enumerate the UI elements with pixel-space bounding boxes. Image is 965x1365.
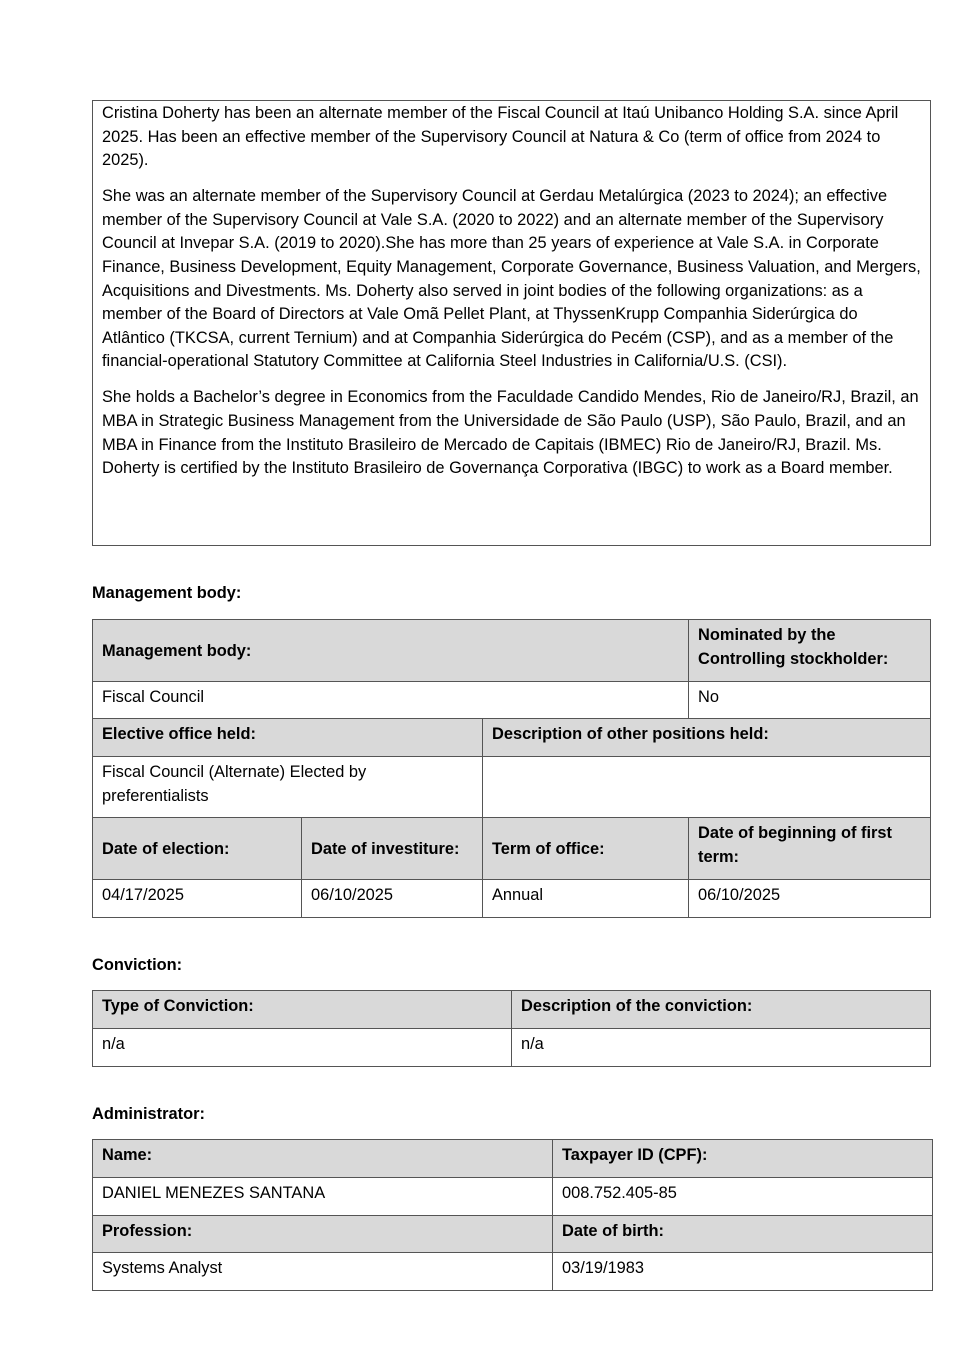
administrator-table: [92, 1139, 933, 1291]
profession-value: Systems Analyst: [93, 1253, 553, 1291]
first-term-date-value: 06/10/2025: [689, 880, 931, 918]
nominated-value: No: [689, 682, 931, 719]
management-body-value: Fiscal Council: [93, 682, 689, 719]
header-date-of-birth: Date of birth:: [553, 1216, 933, 1253]
taxpayer-id-value: 008.752.405-85: [553, 1178, 933, 1216]
other-positions-value: [483, 757, 931, 818]
header-taxpayer-id: Taxpayer ID (CPF):: [553, 1140, 933, 1178]
date-of-investiture-value: 06/10/2025: [302, 880, 483, 918]
term-of-office-value: Annual: [483, 880, 689, 918]
header-conviction-description: Description of the conviction:: [512, 991, 931, 1029]
header-elective-office: Elective office held:: [93, 719, 483, 757]
administrator-section-title: Administrator:: [92, 1105, 205, 1123]
conviction-section-title: Conviction:: [92, 956, 183, 974]
biography-box: [92, 100, 931, 546]
conviction-type-value: n/a: [93, 1029, 512, 1067]
management-table: [92, 619, 931, 918]
elective-office-value: Fiscal Council (Alternate) Elected by preferentialists: [93, 757, 483, 818]
conviction-description-value: n/a: [512, 1029, 931, 1067]
date-of-birth-value: 03/19/1983: [553, 1253, 933, 1291]
bio-paragraph-2: She was an alternate member of the Supervisory Council at Gerdau Metalúrgica (2023 to 2024); an effective member of the Supervisory Council at Vale S.A. (2020 to 2022) and an alternate member of the Supervisory Council at Invepar S.A. (2019 to 2020).She has more than 25 years of experience at Vale S.A. in Corporate Finance, Business Development, Equity Management, Corporate Governance, Business Valuation, and Mergers, Acquisitions and Divestments. Ms. Doherty also served in joint bodies of the following organizations: as a member of the Board of Directors at Vale Omã Pellet Plant, at ThyssenKrupp Companhia Siderúrgica do Atlântico (TKCSA, current Ternium) and at Companhia Siderúrgica do Pecém (CSP), and as a member of the financial-operational Statutory Committee at California Steel Industries in California/U.S. (CSI).: [102, 187, 921, 371]
management-section-title: Management body:: [92, 584, 242, 602]
header-profession: Profession:: [93, 1216, 553, 1253]
conviction-table: [92, 990, 931, 1067]
header-management-body: Management body:: [93, 620, 689, 682]
header-date-of-election: Date of election:: [93, 818, 302, 880]
date-of-election-value: 04/17/2025: [93, 880, 302, 918]
header-first-term-date: Date of beginning of first term:: [689, 818, 931, 880]
name-value: DANIEL MENEZES SANTANA: [93, 1178, 553, 1216]
header-name: Name:: [93, 1140, 553, 1178]
header-conviction-type: Type of Conviction:: [93, 991, 512, 1029]
header-nominated: Nominated by the Controlling stockholder:: [689, 620, 931, 682]
header-term-of-office: Term of office:: [483, 818, 689, 880]
header-other-positions: Description of other positions held:: [483, 719, 931, 757]
bio-paragraph-3: She holds a Bachelor’s degree in Economics from the Faculdade Candido Mendes, Rio de Janeiro/RJ, Brazil, an MBA in Strategic Business Management from the Universidade de São Paulo (USP), São Paulo, Brazil, and an MBA in Finance from the Instituto Brasileiro de Mercado de Capitais (IBMEC) Rio de Janeiro/RJ, Brazil. Ms. Doherty is certified by the Instituto Brasileiro de Governança Corporativa (IBGC) to work as a Board member.: [102, 388, 919, 478]
header-date-of-investiture: Date of investiture:: [302, 818, 483, 880]
bio-paragraph-1: Cristina Doherty has been an alternate member of the Fiscal Council at Itaú Unibanco Holding S.A. since April 2025. Has been an effective member of the Supervisory Council at Natura & Co (term of office from 2024 to 2025).: [102, 104, 899, 170]
